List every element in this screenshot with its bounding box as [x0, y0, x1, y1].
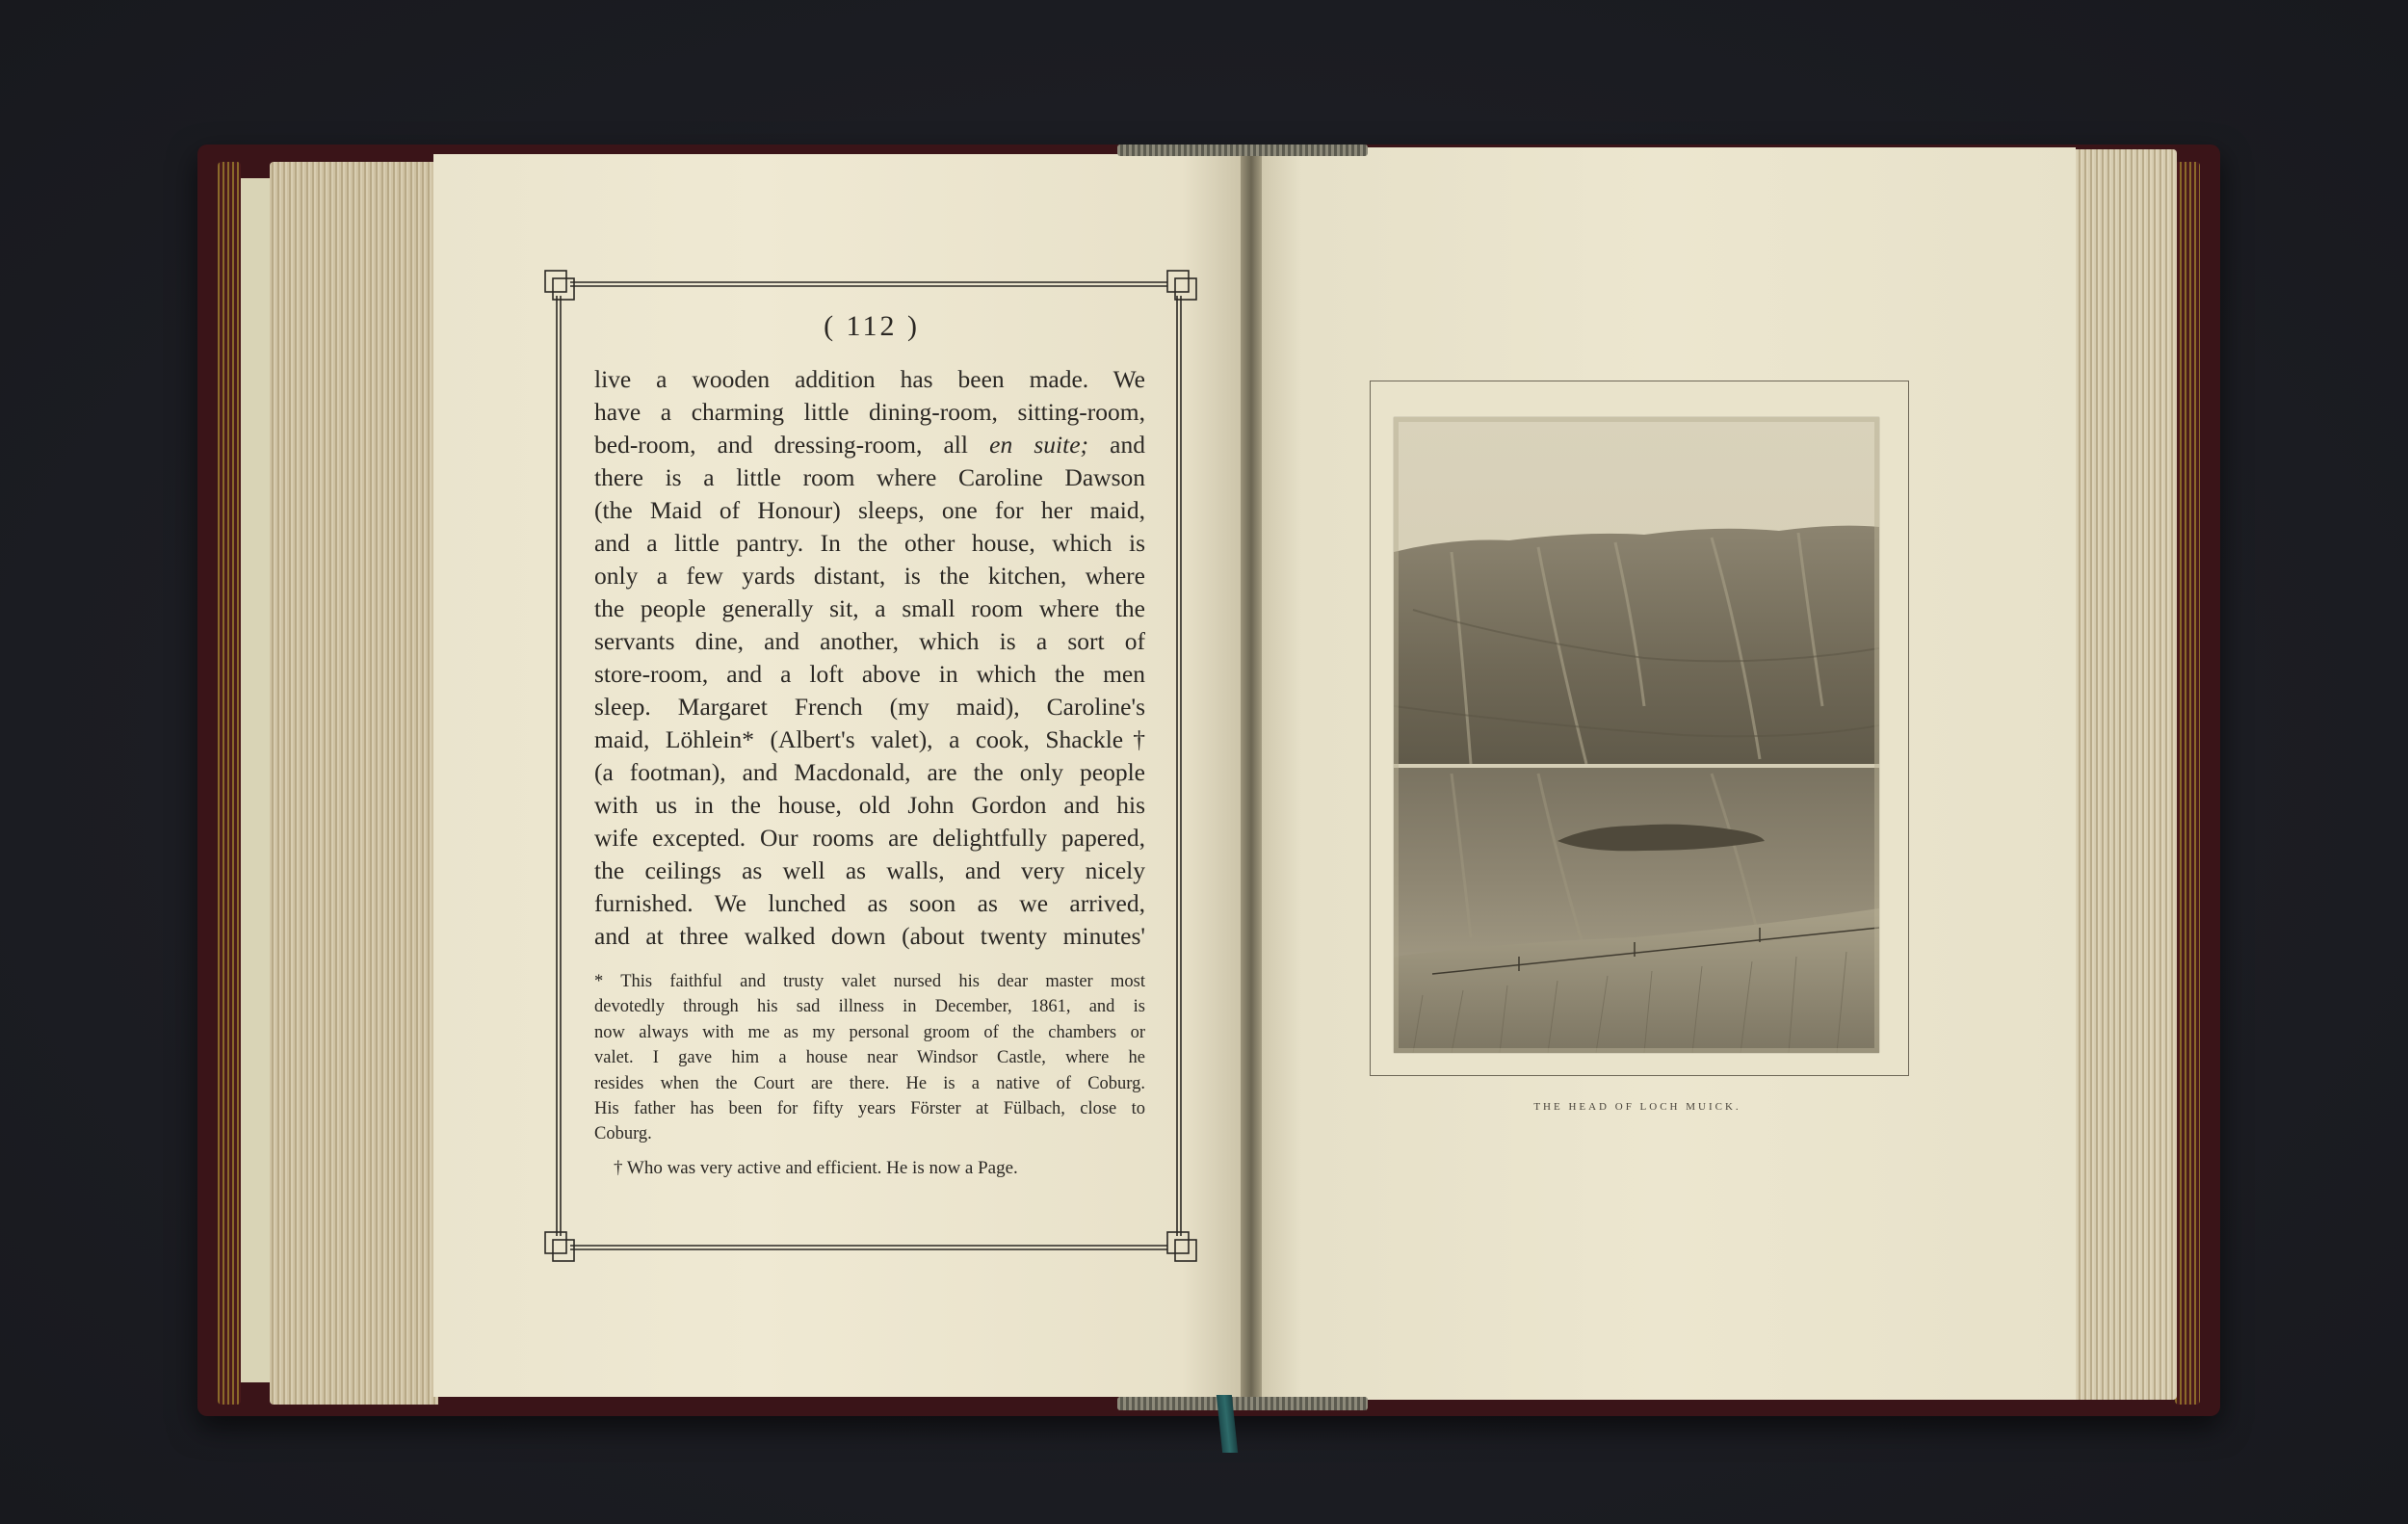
text-line: (the Maid of Honour) sleeps, one for her maid,	[594, 496, 1145, 524]
text-line: and a little pantry. In the other house, which is	[594, 529, 1145, 557]
footnote-dagger: † Who was very active and efficient. He is now a Page.	[614, 1158, 1018, 1178]
text-line: the people generally sit, a small room where the	[594, 594, 1145, 622]
text-segment: bed-room, and dressing-room, all	[594, 431, 990, 459]
text-line: live a wooden addition has been made. We	[594, 365, 1145, 393]
text-line: maid, Löhlein* (Albert's valet), a cook, Shackle†	[594, 725, 1145, 753]
headband-top	[1117, 145, 1368, 156]
text-line: store-room, and a loft above in which the men	[594, 660, 1145, 688]
plate-caption: THE HEAD OF LOCH MUICK.	[1533, 1101, 1741, 1113]
text-segment: and	[1088, 431, 1145, 459]
footnote-asterisk	[594, 969, 1145, 1147]
text-line: servants dine, and another, which is a sort of	[594, 627, 1145, 655]
footnote-line: valet. I gave him a house near Windsor Castle, where he	[594, 1048, 1145, 1068]
text-line: (a footman), and Macdonald, are the only people	[594, 758, 1145, 786]
footnote-line: Coburg.	[594, 1124, 652, 1144]
page-number: ( 112 )	[824, 310, 920, 342]
text-line: sleep. Margaret French (my maid), Caroline's	[594, 693, 1145, 721]
footnote-line: devotedly through his sad illness in December, 1861, and is	[594, 997, 1145, 1017]
footnote-line: His father has been for fifty years Förster at Fülbach, close to	[594, 1099, 1145, 1119]
footnote-line: now always with me as my personal groom of the chambers or	[594, 1022, 1145, 1042]
text-line: have a charming little dining-room, sitting-room,	[594, 398, 1145, 426]
footnote-line: resides when the Court are there. He is a native of Coburg.	[594, 1073, 1145, 1093]
book-gutter	[1241, 145, 1262, 1406]
text-line: only a few yards distant, is the kitchen, where	[594, 562, 1145, 590]
text-line: with us in the house, old John Gordon and his	[594, 791, 1145, 819]
page-edges-right	[2071, 149, 2177, 1400]
text-line: there is a little room where Caroline Dawson	[594, 463, 1145, 491]
loch-photograph[interactable]	[1394, 417, 1879, 1053]
cover-gilt-border-right	[2175, 162, 2200, 1405]
text-line	[594, 429, 1145, 461]
text-line: the ceilings as well as walls, and very nicely	[594, 856, 1145, 884]
page-edges-left	[270, 162, 438, 1405]
text-line: wife excepted. Our rooms are delightfully papered,	[594, 824, 1145, 852]
footnote-line: * This faithful and trusty valet nursed his dear master most	[594, 972, 1145, 991]
italic-phrase: en suite;	[989, 431, 1088, 459]
text-line: and at three walked down (about twenty minutes'	[594, 922, 1145, 950]
landscape-image	[1394, 417, 1879, 1053]
text-line: furnished. We lunched as soon as we arrived,	[594, 889, 1145, 917]
body-text	[594, 363, 1145, 953]
headband-bottom	[1117, 1397, 1368, 1410]
cover-gilt-border-left	[218, 162, 241, 1405]
